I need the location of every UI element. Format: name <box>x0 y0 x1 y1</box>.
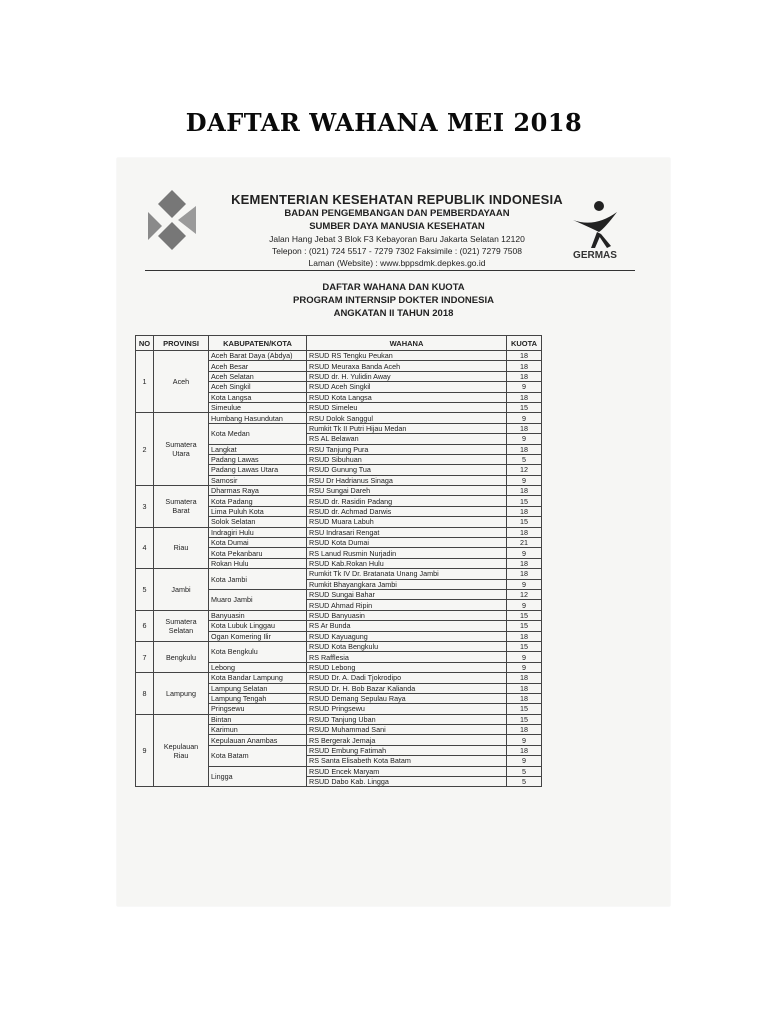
cell-provinsi: Lampung <box>154 673 209 715</box>
cell-wahana: RS AL Belawan <box>307 434 507 444</box>
cell-kuota: 9 <box>507 735 542 745</box>
table-row <box>136 610 542 620</box>
cell-kuota: 9 <box>507 548 542 558</box>
cell-wahana: RS Rafflesia <box>307 652 507 662</box>
cell-kabupaten: Ogan Komering Ilir <box>209 631 307 641</box>
cell-kabupaten: Aceh Barat Daya (Abdya) <box>209 351 307 361</box>
table-header-row <box>136 336 542 351</box>
col-header-provinsi: PROVINSI <box>154 336 209 351</box>
cell-wahana: RSU Tanjung Pura <box>307 444 507 454</box>
col-header-no: NO <box>136 336 154 351</box>
cell-kabupaten: Aceh Selatan <box>209 371 307 381</box>
cell-kuota: 18 <box>507 673 542 683</box>
cell-wahana: RSUD Pringsewu <box>307 704 507 714</box>
table-row <box>136 569 542 579</box>
cell-kuota: 15 <box>507 714 542 724</box>
cell-kabupaten: Kota Langsa <box>209 392 307 402</box>
cell-wahana: RSUD Kayuagung <box>307 631 507 641</box>
cell-kuota: 9 <box>507 434 542 444</box>
cell-no: 2 <box>136 413 154 486</box>
cell-kabupaten: Bintan <box>209 714 307 724</box>
cell-wahana: Rumkit Tk II Putri Hijau Medan <box>307 423 507 433</box>
website: Laman (Website) : www.bppsdmk.depkes.go.id <box>308 258 486 268</box>
cell-no: 8 <box>136 673 154 715</box>
cell-provinsi: Sumatera Selatan <box>154 610 209 641</box>
doc-heading-2: PROGRAM INTERNSIP DOKTER INDONESIA <box>293 295 494 306</box>
cell-provinsi: Jambi <box>154 569 209 611</box>
cell-no: 4 <box>136 527 154 569</box>
cell-wahana: RS Ar Bunda <box>307 621 507 631</box>
cell-wahana: RSUD Dabo Kab. Lingga <box>307 777 507 787</box>
cell-kuota: 5 <box>507 766 542 776</box>
cell-kabupaten: Samosir <box>209 475 307 485</box>
cell-kuota: 15 <box>507 517 542 527</box>
scanned-document <box>117 158 670 906</box>
cell-wahana: RSU Indrasari Rengat <box>307 527 507 537</box>
cell-kuota: 18 <box>507 423 542 433</box>
cell-kuota: 15 <box>507 610 542 620</box>
cell-provinsi: Sumatera Barat <box>154 486 209 528</box>
cell-kuota: 18 <box>507 371 542 381</box>
cell-wahana: RSUD Simeleu <box>307 402 507 412</box>
cell-wahana: RSU Dolok Sanggul <box>307 413 507 423</box>
cell-wahana: RSUD Muhammad Sani <box>307 725 507 735</box>
cell-no: 9 <box>136 714 154 787</box>
doc-heading-3: ANGKATAN II TAHUN 2018 <box>333 308 454 319</box>
table-row <box>136 527 542 537</box>
cell-kabupaten: Kota Lubuk Linggau <box>209 621 307 631</box>
cell-kuota: 18 <box>507 631 542 641</box>
cell-kabupaten: Padang Lawas <box>209 454 307 464</box>
cell-wahana: RSUD Kota Langsa <box>307 392 507 402</box>
cell-kabupaten: Lima Puluh Kota <box>209 506 307 516</box>
cell-wahana: RSUD Sungai Bahar <box>307 589 507 599</box>
cell-kabupaten: Pringsewu <box>209 704 307 714</box>
cell-kuota: 18 <box>507 351 542 361</box>
cell-kabupaten: Lebong <box>209 662 307 672</box>
cell-kuota: 9 <box>507 382 542 392</box>
ministry-name: KEMENTERIAN KESEHATAN REPUBLIK INDONESIA <box>231 192 563 207</box>
address: Jalan Hang Jebat 3 Blok F3 Kebayoran Baru Jakarta Selatan 12120 <box>269 234 525 244</box>
col-header-kuota: KUOTA <box>507 336 542 351</box>
cell-kuota: 18 <box>507 683 542 693</box>
cell-wahana: RSUD Kota Bengkulu <box>307 641 507 651</box>
cell-wahana: RSUD Ahmad Ripin <box>307 600 507 610</box>
cell-wahana: RSUD Meuraxa Banda Aceh <box>307 361 507 371</box>
cell-wahana: RSUD Sibuhuan <box>307 454 507 464</box>
cell-kabupaten: Kepulauan Anambas <box>209 735 307 745</box>
cell-wahana: RSUD Muara Labuh <box>307 517 507 527</box>
cell-provinsi: Sumatera Utara <box>154 413 209 486</box>
cell-kuota: 9 <box>507 652 542 662</box>
cell-kabupaten: Solok Selatan <box>209 517 307 527</box>
cell-kabupaten: Lampung Selatan <box>209 683 307 693</box>
cell-wahana: RSUD Kab.Rokan Hulu <box>307 558 507 568</box>
cell-kabupaten: Langkat <box>209 444 307 454</box>
table-row <box>136 351 542 361</box>
cell-kuota: 12 <box>507 465 542 475</box>
table-row <box>136 486 542 496</box>
cell-wahana: RSUD Tanjung Uban <box>307 714 507 724</box>
cell-kabupaten: Lampung Tengah <box>209 693 307 703</box>
cell-kuota: 9 <box>507 600 542 610</box>
cell-wahana: RS Lanud Rusmin Nurjadin <box>307 548 507 558</box>
cell-provinsi: Bengkulu <box>154 641 209 672</box>
cell-wahana: RSUD Encek Maryam <box>307 766 507 776</box>
wahana-table <box>135 335 542 787</box>
cell-kuota: 18 <box>507 569 542 579</box>
cell-wahana: RSUD Lebong <box>307 662 507 672</box>
cell-kuota: 5 <box>507 777 542 787</box>
cell-kabupaten: Padang Lawas Utara <box>209 465 307 475</box>
cell-kabupaten: Muaro Jambi <box>209 589 307 610</box>
cell-kuota: 9 <box>507 475 542 485</box>
cell-wahana: RSUD Gunung Tua <box>307 465 507 475</box>
table-row <box>136 413 542 423</box>
cell-wahana: Rumkit Tk IV Dr. Bratanata Unang Jambi <box>307 569 507 579</box>
cell-kuota: 18 <box>507 725 542 735</box>
cell-wahana: RSUD dr. H. Yulidin Away <box>307 371 507 381</box>
cell-kabupaten: Kota Padang <box>209 496 307 506</box>
cell-kabupaten: Lingga <box>209 766 307 787</box>
cell-kuota: 15 <box>507 704 542 714</box>
cell-provinsi: Riau <box>154 527 209 569</box>
cell-wahana: RS Santa Elisabeth Kota Batam <box>307 756 507 766</box>
cell-wahana: RSUD dr. Achmad Darwis <box>307 506 507 516</box>
cell-wahana: RSUD Dr. A. Dadi Tjokrodipo <box>307 673 507 683</box>
cell-kabupaten: Karimun <box>209 725 307 735</box>
cell-kuota: 18 <box>507 558 542 568</box>
phone: Telepon : (021) 724 5517 - 7279 7302 Faksimile : (021) 7279 7508 <box>272 246 522 256</box>
cell-kuota: 15 <box>507 496 542 506</box>
agency-line-1: BADAN PENGEMBANGAN DAN PEMBERDAYAAN <box>284 208 510 219</box>
cell-no: 1 <box>136 351 154 413</box>
cell-wahana: RSU Sungai Dareh <box>307 486 507 496</box>
cell-kabupaten: Rokan Hulu <box>209 558 307 568</box>
table-row <box>136 714 542 724</box>
cell-kabupaten: Banyuasin <box>209 610 307 620</box>
cell-kabupaten: Kota Medan <box>209 423 307 444</box>
col-header-wahana: WAHANA <box>307 336 507 351</box>
cell-kabupaten: Kota Dumai <box>209 538 307 548</box>
cell-provinsi: Aceh <box>154 351 209 413</box>
cell-kabupaten: Dharmas Raya <box>209 486 307 496</box>
cell-wahana: RSUD Dr. H. Bob Bazar Kalianda <box>307 683 507 693</box>
cell-wahana: RSUD Aceh Singkil <box>307 382 507 392</box>
cell-kuota: 18 <box>507 693 542 703</box>
table-row <box>136 673 542 683</box>
cell-wahana: RSUD Embung Fatimah <box>307 745 507 755</box>
cell-kuota: 9 <box>507 579 542 589</box>
cell-wahana: RSU Dr Hadrianus Sinaga <box>307 475 507 485</box>
cell-kabupaten: Indragiri Hulu <box>209 527 307 537</box>
cell-kuota: 9 <box>507 662 542 672</box>
cell-kuota: 21 <box>507 538 542 548</box>
table-body <box>136 351 542 787</box>
col-header-kabupaten: KABUPATEN/KOTA <box>209 336 307 351</box>
cell-kuota: 15 <box>507 621 542 631</box>
cell-kuota: 18 <box>507 527 542 537</box>
cell-no: 7 <box>136 641 154 672</box>
cell-kabupaten: Kota Bandar Lampung <box>209 673 307 683</box>
cell-kuota: 15 <box>507 641 542 651</box>
page-title: DAFTAR WAHANA MEI 2018 <box>185 108 583 137</box>
table-row <box>136 641 542 651</box>
cell-kabupaten: Simeulue <box>209 402 307 412</box>
cell-kuota: 18 <box>507 361 542 371</box>
doc-heading-1: DAFTAR WAHANA DAN KUOTA <box>322 282 465 293</box>
cell-kuota: 18 <box>507 486 542 496</box>
cell-kuota: 15 <box>507 402 542 412</box>
agency-line-2: SUMBER DAYA MANUSIA KESEHATAN <box>309 221 485 232</box>
cell-kabupaten: Aceh Singkil <box>209 382 307 392</box>
cell-wahana: RSUD Kota Dumai <box>307 538 507 548</box>
cell-kabupaten: Kota Pekanbaru <box>209 548 307 558</box>
cell-wahana: RSUD dr. Rasidin Padang <box>307 496 507 506</box>
cell-kabupaten: Kota Batam <box>209 745 307 766</box>
cell-kabupaten: Kota Bengkulu <box>209 641 307 662</box>
cell-kuota: 5 <box>507 454 542 464</box>
cell-no: 5 <box>136 569 154 611</box>
germas-label: GERMAS <box>573 250 617 261</box>
letterhead-divider <box>145 270 635 271</box>
cell-no: 6 <box>136 610 154 641</box>
cell-kuota: 9 <box>507 756 542 766</box>
cell-no: 3 <box>136 486 154 528</box>
cell-kuota: 18 <box>507 506 542 516</box>
cell-kabupaten: Kota Jambi <box>209 569 307 590</box>
cell-wahana: RSUD Demang Sepulau Raya <box>307 693 507 703</box>
cell-kuota: 12 <box>507 589 542 599</box>
cell-kuota: 18 <box>507 745 542 755</box>
cell-provinsi: Kepulauan Riau <box>154 714 209 787</box>
cell-kabupaten: Aceh Besar <box>209 361 307 371</box>
cell-wahana: RSUD Banyuasin <box>307 610 507 620</box>
cell-wahana: RS Bergerak Jemaja <box>307 735 507 745</box>
cell-kuota: 18 <box>507 392 542 402</box>
cell-kuota: 9 <box>507 413 542 423</box>
cell-kuota: 18 <box>507 444 542 454</box>
cell-kabupaten: Humbang Hasundutan <box>209 413 307 423</box>
cell-wahana: RSUD RS Tengku Peukan <box>307 351 507 361</box>
cell-wahana: Rumkit Bhayangkara Jambi <box>307 579 507 589</box>
